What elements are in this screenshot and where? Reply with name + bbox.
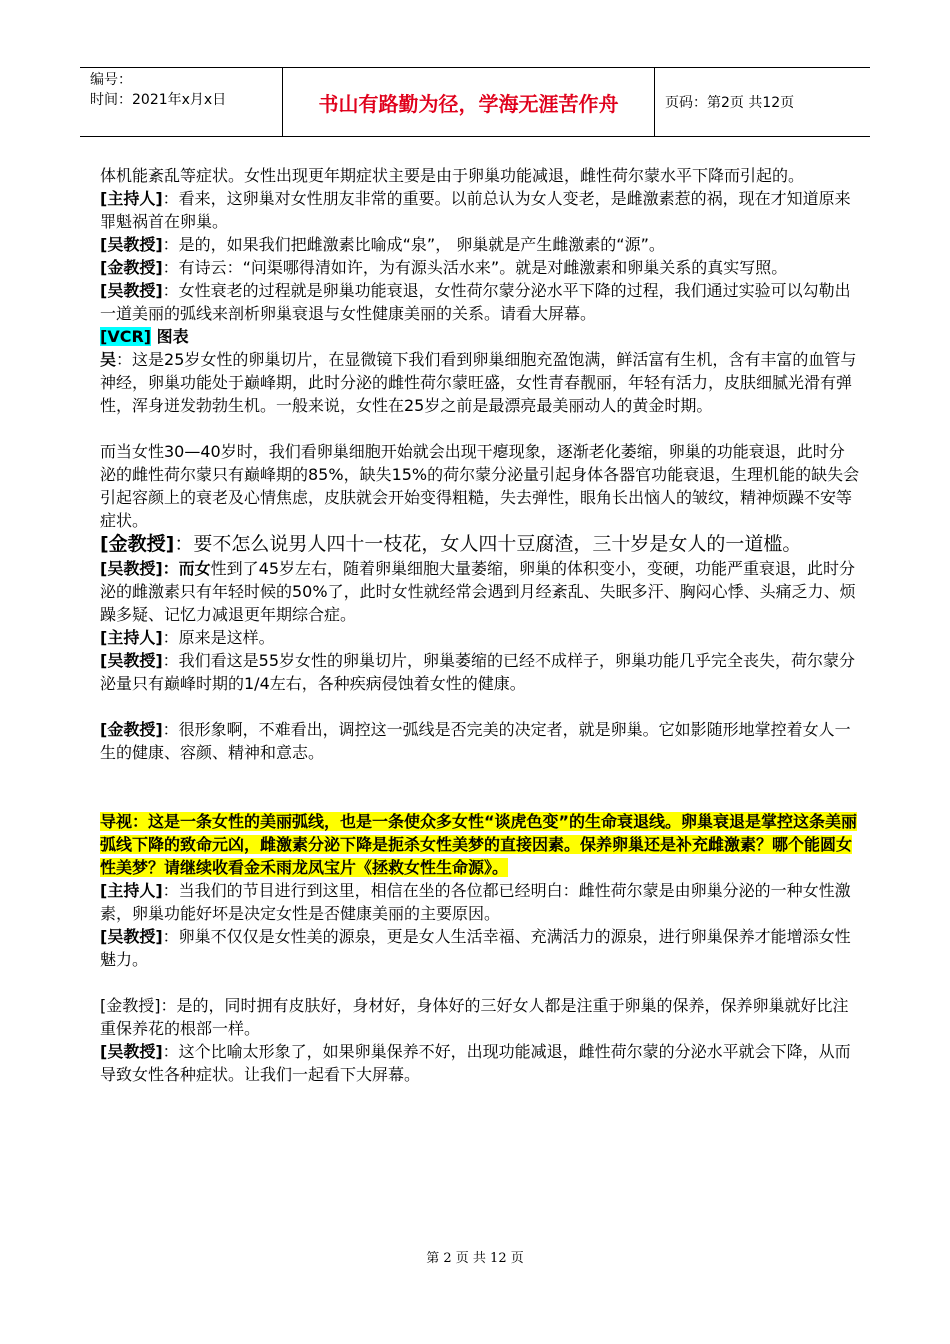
paragraph bbox=[100, 1040, 860, 1086]
speech-text: ：是的，如果我们把雌激素比喻成“泉”， 卵巢就是产生雌激素的“源”。 bbox=[162, 235, 665, 254]
spacer bbox=[100, 971, 860, 994]
speech-text: ：要不怎么说男人四十一枝花，女人四十豆腐渣，三十岁是女人的一道槛。 bbox=[174, 533, 802, 555]
speaker-label: [金教授] bbox=[100, 533, 175, 555]
speaker-label: [吴教授] bbox=[100, 927, 163, 946]
document-body bbox=[100, 164, 860, 1086]
speaker-label: [吴教授]：而女 bbox=[100, 559, 211, 578]
speech-text: ：这个比喻太形象了，如果卵巢保养不好，出现功能减退，雌性荷尔蒙的分泌水平就会下降，从而导致女性各种症状。让我们一起看下大屏幕。 bbox=[100, 1042, 851, 1084]
speech-text: ：原来是这样。 bbox=[162, 628, 275, 647]
paragraph bbox=[100, 348, 860, 417]
paragraph bbox=[100, 532, 860, 557]
paragraph: [金教授]：是的，同时拥有皮肤好，身材好，身体好的三好女人都是注重于卵巢的保养，保养卵巢就好比注重保养花的根部一样。 bbox=[100, 996, 849, 1038]
paragraph bbox=[100, 557, 860, 626]
paragraph bbox=[100, 879, 860, 925]
paragraph: 而当女性30—40岁时，我们看卵巢细胞开始就会出现干瘪现象，逐渐老化萎缩，卵巢的功能衰退，此时分泌的雌性荷尔蒙只有巅峰期的85%，缺失15%的荷尔蒙分泌量引起身体各器官功能衰退，生理机能的缺失会引起容颜上的衰老及心情焦虑，皮肤就会开始变得粗糙，失去弹性，眼角长出恼人的皱纹，精神烦躁不安等症状。 bbox=[100, 442, 860, 530]
speech-text: ：女性衰老的过程就是卵巢功能衰退，女性荷尔蒙分泌水平下降的过程，我们通过实验可以勾勒出一道美丽的弧线来剖析卵巢衰退与女性健康美丽的关系。请看大屏幕。 bbox=[100, 281, 851, 323]
header-meta bbox=[80, 68, 283, 136]
speaker-label: [金教授] bbox=[100, 720, 163, 739]
spacer bbox=[100, 695, 860, 718]
speech-text: ：我们看这是55岁女性的卵巢切片，卵巢萎缩的已经不成样子，卵巢功能几乎完全丧失，荷尔蒙分泌量只有巅峰时期的1/4左右，各种疾病侵蚀着女性的健康。 bbox=[100, 651, 856, 693]
highlighted-guide-text: 导视：这是一条女性的美丽弧线，也是一条使众多女性“谈虎色变”的生命衰退线。卵巢衰退是掌控这条美丽弧线下降的致命元凶，雌激素分泌下降是扼杀女性美梦的直接因素。保养卵巢还是补充雌激素？哪个能圆女性美梦？请继续收看金禾雨龙凤宝片《拯救女性生命源》。 bbox=[100, 812, 858, 877]
speaker-label: [主持人] bbox=[100, 881, 163, 900]
guide-paragraph bbox=[100, 810, 860, 879]
page-footer: 第 2 页 共 12 页 bbox=[426, 1251, 524, 1266]
paragraph: 体机能紊乱等症状。女性出现更年期症状主要是由于卵巢功能减退，雌性荷尔蒙水平下降而引起的。 bbox=[100, 166, 805, 185]
spacer bbox=[100, 764, 860, 787]
paragraph bbox=[100, 925, 860, 971]
speaker-label: [主持人] bbox=[100, 628, 163, 647]
paragraph bbox=[100, 279, 860, 325]
speaker-label: [金教授] bbox=[100, 258, 163, 277]
paragraph bbox=[100, 626, 860, 649]
speech-text: ：这是25岁女性的卵巢切片，在显微镜下我们看到卵巢细胞充盈饱满，鲜活富有生机，含有丰富的血管与神经，卵巢功能处于巅峰期，此时分泌的雌性荷尔蒙旺盛，女性青春靓丽，年轻有活力，皮肤细腻光滑有弹性，浑身迸发勃勃生机。一般来说，女性在25岁之前是最漂亮最美丽动人的黄金时期。 bbox=[100, 350, 857, 415]
speech-text: ：当我们的节目进行到这里，相信在坐的各位都已经明白：雌性荷尔蒙是由卵巢分泌的一种女性激素，卵巢功能好坏是决定女性是否健康美丽的主要原因。 bbox=[100, 881, 851, 923]
page-header bbox=[80, 67, 870, 137]
speech-text: ：有诗云：“问渠哪得清如许，为有源头活水来”。就是对雌激素和卵巢关系的真实写照。 bbox=[162, 258, 788, 277]
speech-text: ：很形象啊，不难看出，调控这一弧线是否完美的决定者，就是卵巢。它如影随形地掌控着女人一生的健康、容颜、精神和意志。 bbox=[100, 720, 851, 762]
paragraph bbox=[100, 187, 860, 233]
header-motto: 书山有路勤为径，学海无涯苦作舟 bbox=[283, 68, 655, 136]
header-page-info: 页码：第2页 共12页 bbox=[665, 95, 795, 111]
time-label: 时间：2021年x月x日 bbox=[90, 92, 227, 108]
speaker-label: [吴教授] bbox=[100, 281, 163, 300]
vcr-cue bbox=[100, 325, 860, 348]
speaker-label: 吴 bbox=[100, 350, 117, 369]
speech-text: ：卵巢不仅仅是女性美的源泉，更是女人生活幸福、充满活力的源泉，进行卵巢保养才能增添女性魅力。 bbox=[100, 927, 851, 969]
spacer bbox=[100, 417, 860, 440]
speaker-label: [主持人] bbox=[100, 189, 163, 208]
speech-text: 性到了45岁左右，随着卵巢细胞大量萎缩，卵巢的体积变小，变硬，功能严重衰退，此时分泌的雌激素只有年轻时候的50%了，此时女性就经常会遇到月经紊乱、失眠多汗、胸闷心悸、头痛乏力、烦躁多疑、记忆力减退更年期综合症。 bbox=[100, 559, 856, 624]
paragraph bbox=[100, 718, 860, 764]
vcr-tag: [VCR] bbox=[100, 327, 152, 346]
speaker-label: [吴教授] bbox=[100, 235, 163, 254]
paragraph bbox=[100, 233, 860, 256]
number-label: 编号： bbox=[90, 72, 132, 88]
speaker-label: [吴教授] bbox=[100, 651, 163, 670]
vcr-caption: 图表 bbox=[151, 327, 189, 346]
spacer bbox=[100, 787, 860, 810]
paragraph bbox=[100, 649, 860, 695]
speech-text: ：看来，这卵巢对女性朋友非常的重要。以前总认为女人变老，是雌激素惹的祸，现在才知道原来罪魁祸首在卵巢。 bbox=[100, 189, 851, 231]
speaker-label: [吴教授] bbox=[100, 1042, 163, 1061]
paragraph bbox=[100, 256, 860, 279]
